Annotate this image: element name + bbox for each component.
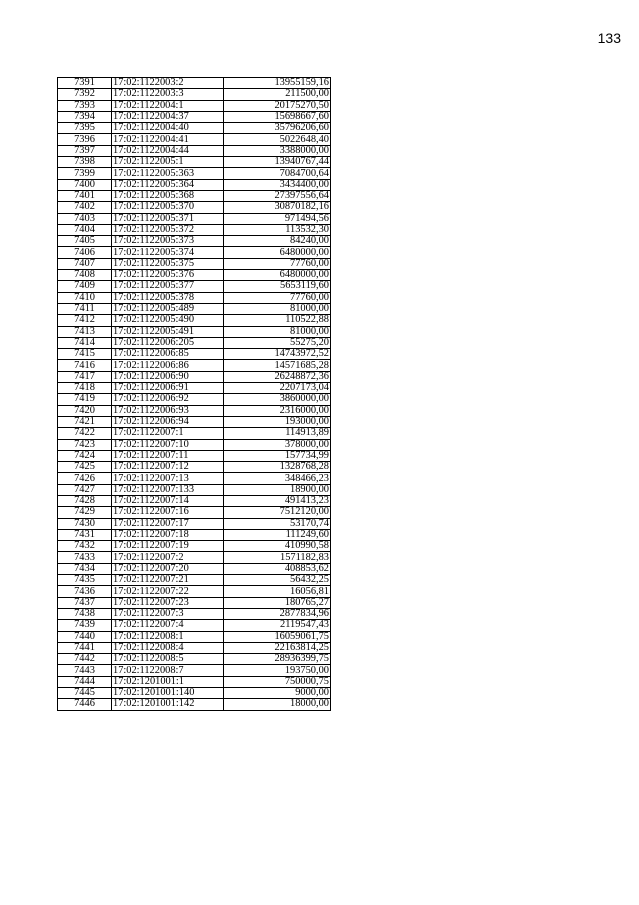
- cadastral-value-cell: 378000,00: [224, 439, 331, 450]
- cadastral-number-cell: 17:02:1122008:7: [112, 665, 224, 676]
- table-row: [58, 168, 331, 179]
- row-number-cell: 7420: [58, 405, 112, 416]
- row-number-cell: 7411: [58, 303, 112, 314]
- cadastral-number-cell: 17:02:1122005:376: [112, 270, 224, 281]
- row-number-cell: 7401: [58, 190, 112, 201]
- cadastral-number-cell: 17:02:1201001:140: [112, 688, 224, 699]
- cadastral-value-cell: 111249,60: [224, 529, 331, 540]
- row-number-cell: 7423: [58, 439, 112, 450]
- cadastral-value-cell: 13940767,44: [224, 157, 331, 168]
- cadastral-number-cell: 17:02:1122005:371: [112, 213, 224, 224]
- row-number-cell: 7398: [58, 157, 112, 168]
- table-row: [58, 89, 331, 100]
- cadastral-number-cell: 17:02:1122005:1: [112, 157, 224, 168]
- row-number-cell: 7395: [58, 123, 112, 134]
- cadastral-value-cell: 14571685,28: [224, 360, 331, 371]
- cadastral-value-cell: 3860000,00: [224, 394, 331, 405]
- cadastral-value-cell: 193000,00: [224, 416, 331, 427]
- cadastral-number-cell: 17:02:1122007:13: [112, 473, 224, 484]
- cadastral-number-cell: 17:02:1122007:10: [112, 439, 224, 450]
- table-row: [58, 383, 331, 394]
- row-number-cell: 7392: [58, 89, 112, 100]
- table-row: [58, 224, 331, 235]
- table-row: [58, 213, 331, 224]
- row-number-cell: 7405: [58, 236, 112, 247]
- cadastral-value-cell: 2119547,43: [224, 620, 331, 631]
- table-row: [58, 484, 331, 495]
- cadastral-value-cell: 5022648,40: [224, 134, 331, 145]
- row-number-cell: 7430: [58, 518, 112, 529]
- row-number-cell: 7415: [58, 349, 112, 360]
- cadastral-value-cell: 348466,23: [224, 473, 331, 484]
- row-number-cell: 7433: [58, 552, 112, 563]
- table-row: [58, 620, 331, 631]
- table-row: [58, 586, 331, 597]
- cadastral-number-cell: 17:02:1122005:491: [112, 326, 224, 337]
- cadastral-value-cell: 5653119,60: [224, 281, 331, 292]
- cadastral-value-cell: 211500,00: [224, 89, 331, 100]
- table-row: [58, 292, 331, 303]
- cadastral-value-cell: 3388000,00: [224, 145, 331, 156]
- cadastral-number-cell: 17:02:1122004:1: [112, 100, 224, 111]
- table-row: [58, 473, 331, 484]
- cadastral-value-cell: 1571182,83: [224, 552, 331, 563]
- cadastral-value-cell: 2316000,00: [224, 405, 331, 416]
- page-number: 133: [597, 30, 621, 46]
- row-number-cell: 7399: [58, 168, 112, 179]
- table-row: [58, 236, 331, 247]
- cadastral-value-cell: 84240,00: [224, 236, 331, 247]
- row-number-cell: 7440: [58, 631, 112, 642]
- cadastral-value-cell: 26248872,36: [224, 371, 331, 382]
- table-row: [58, 529, 331, 540]
- cadastral-number-cell: 17:02:1122006:205: [112, 337, 224, 348]
- cadastral-value-table: [57, 77, 331, 711]
- cadastral-value-cell: 7512120,00: [224, 507, 331, 518]
- cadastral-value-cell: 22163814,25: [224, 642, 331, 653]
- cadastral-value-cell: 16059061,75: [224, 631, 331, 642]
- cadastral-number-cell: 17:02:1122003:3: [112, 89, 224, 100]
- cadastral-value-cell: 408853,62: [224, 563, 331, 574]
- table-row: [58, 349, 331, 360]
- cadastral-number-cell: 17:02:1122007:11: [112, 450, 224, 461]
- row-number-cell: 7442: [58, 654, 112, 665]
- cadastral-number-cell: 17:02:1122003:2: [112, 78, 224, 89]
- row-number-cell: 7393: [58, 100, 112, 111]
- cadastral-value-cell: 1328768,28: [224, 462, 331, 473]
- cadastral-number-cell: 17:02:1122007:17: [112, 518, 224, 529]
- table-row: [58, 575, 331, 586]
- cadastral-value-cell: 157734,99: [224, 450, 331, 461]
- table-row: [58, 688, 331, 699]
- row-number-cell: 7424: [58, 450, 112, 461]
- table-row: [58, 462, 331, 473]
- cadastral-value-cell: 110522,88: [224, 315, 331, 326]
- cadastral-value-cell: 55275,20: [224, 337, 331, 348]
- cadastral-number-cell: 17:02:1201001:142: [112, 699, 224, 710]
- table-row: [58, 157, 331, 168]
- table-row: [58, 394, 331, 405]
- cadastral-number-cell: 17:02:1122004:37: [112, 111, 224, 122]
- cadastral-value-cell: 35796206,60: [224, 123, 331, 134]
- row-number-cell: 7434: [58, 563, 112, 574]
- cadastral-number-cell: 17:02:1122006:90: [112, 371, 224, 382]
- cadastral-number-cell: 17:02:1122007:22: [112, 586, 224, 597]
- table-row: [58, 552, 331, 563]
- table-row: [58, 428, 331, 439]
- cadastral-number-cell: 17:02:1122004:40: [112, 123, 224, 134]
- cadastral-number-cell: 17:02:1122006:85: [112, 349, 224, 360]
- cadastral-number-cell: 17:02:1122007:14: [112, 495, 224, 506]
- row-number-cell: 7437: [58, 597, 112, 608]
- row-number-cell: 7396: [58, 134, 112, 145]
- cadastral-number-cell: 17:02:1122007:18: [112, 529, 224, 540]
- cadastral-number-cell: 17:02:1122007:23: [112, 597, 224, 608]
- row-number-cell: 7394: [58, 111, 112, 122]
- row-number-cell: 7410: [58, 292, 112, 303]
- row-number-cell: 7418: [58, 383, 112, 394]
- cadastral-number-cell: 17:02:1122006:93: [112, 405, 224, 416]
- cadastral-value-cell: 971494,56: [224, 213, 331, 224]
- table-row: [58, 190, 331, 201]
- row-number-cell: 7412: [58, 315, 112, 326]
- cadastral-number-cell: 17:02:1122006:92: [112, 394, 224, 405]
- row-number-cell: 7421: [58, 416, 112, 427]
- cadastral-value-cell: 77760,00: [224, 292, 331, 303]
- table-row: [58, 405, 331, 416]
- cadastral-value-cell: 7084700,64: [224, 168, 331, 179]
- cadastral-value-cell: 6480000,00: [224, 270, 331, 281]
- table-row: [58, 270, 331, 281]
- table-row: [58, 495, 331, 506]
- table-row: [58, 326, 331, 337]
- row-number-cell: 7402: [58, 202, 112, 213]
- row-number-cell: 7436: [58, 586, 112, 597]
- row-number-cell: 7435: [58, 575, 112, 586]
- cadastral-value-cell: 193750,00: [224, 665, 331, 676]
- cadastral-value-cell: 77760,00: [224, 258, 331, 269]
- row-number-cell: 7445: [58, 688, 112, 699]
- row-number-cell: 7406: [58, 247, 112, 258]
- cadastral-number-cell: 17:02:1122005:370: [112, 202, 224, 213]
- cadastral-value-cell: 30870182,16: [224, 202, 331, 213]
- cadastral-value-cell: 2877834,96: [224, 608, 331, 619]
- table-row: [58, 416, 331, 427]
- cadastral-value-cell: 410990,58: [224, 541, 331, 552]
- cadastral-number-cell: 17:02:1122007:12: [112, 462, 224, 473]
- cadastral-value-cell: 750000,75: [224, 676, 331, 687]
- row-number-cell: 7407: [58, 258, 112, 269]
- cadastral-value-cell: 81000,00: [224, 326, 331, 337]
- cadastral-value-cell: 18000,00: [224, 699, 331, 710]
- table-row: [58, 303, 331, 314]
- row-number-cell: 7400: [58, 179, 112, 190]
- table-row: [58, 699, 331, 710]
- row-number-cell: 7439: [58, 620, 112, 631]
- cadastral-number-cell: 17:02:1122004:44: [112, 145, 224, 156]
- table-row: [58, 78, 331, 89]
- row-number-cell: 7414: [58, 337, 112, 348]
- cadastral-number-cell: 17:02:1122005:378: [112, 292, 224, 303]
- table-row: [58, 337, 331, 348]
- cadastral-value-cell: 180765,27: [224, 597, 331, 608]
- cadastral-number-cell: 17:02:1122007:1: [112, 428, 224, 439]
- cadastral-number-cell: 17:02:1122008:4: [112, 642, 224, 653]
- row-number-cell: 7419: [58, 394, 112, 405]
- cadastral-number-cell: 17:02:1122005:490: [112, 315, 224, 326]
- row-number-cell: 7404: [58, 224, 112, 235]
- table-row: [58, 450, 331, 461]
- cadastral-value-cell: 16056,81: [224, 586, 331, 597]
- cadastral-number-cell: 17:02:1122005:372: [112, 224, 224, 235]
- row-number-cell: 7446: [58, 699, 112, 710]
- cadastral-value-cell: 9000,00: [224, 688, 331, 699]
- row-number-cell: 7397: [58, 145, 112, 156]
- table-row: [58, 654, 331, 665]
- row-number-cell: 7403: [58, 213, 112, 224]
- cadastral-value-cell: 81000,00: [224, 303, 331, 314]
- cadastral-value-cell: 113532,30: [224, 224, 331, 235]
- table-row: [58, 123, 331, 134]
- row-number-cell: 7425: [58, 462, 112, 473]
- row-number-cell: 7432: [58, 541, 112, 552]
- cadastral-value-cell: 491413,23: [224, 495, 331, 506]
- row-number-cell: 7431: [58, 529, 112, 540]
- table-row: [58, 642, 331, 653]
- table-row: [58, 111, 331, 122]
- table-row: [58, 145, 331, 156]
- cadastral-number-cell: 17:02:1201001:1: [112, 676, 224, 687]
- cadastral-value-cell: 6480000,00: [224, 247, 331, 258]
- cadastral-value-cell: 13955159,16: [224, 78, 331, 89]
- cadastral-number-cell: 17:02:1122005:375: [112, 258, 224, 269]
- table-row: [58, 100, 331, 111]
- cadastral-value-cell: 56432,25: [224, 575, 331, 586]
- row-number-cell: 7429: [58, 507, 112, 518]
- cadastral-number-cell: 17:02:1122008:5: [112, 654, 224, 665]
- table-body: [58, 78, 331, 711]
- cadastral-number-cell: 17:02:1122005:374: [112, 247, 224, 258]
- table-row: [58, 371, 331, 382]
- cadastral-number-cell: 17:02:1122007:21: [112, 575, 224, 586]
- cadastral-value-cell: 2207173,04: [224, 383, 331, 394]
- cadastral-number-cell: 17:02:1122007:3: [112, 608, 224, 619]
- cadastral-number-cell: 17:02:1122005:368: [112, 190, 224, 201]
- row-number-cell: 7427: [58, 484, 112, 495]
- row-number-cell: 7413: [58, 326, 112, 337]
- row-number-cell: 7444: [58, 676, 112, 687]
- table-row: [58, 202, 331, 213]
- row-number-cell: 7422: [58, 428, 112, 439]
- table-row: [58, 518, 331, 529]
- cadastral-number-cell: 17:02:1122006:91: [112, 383, 224, 394]
- cadastral-value-cell: 15698667,60: [224, 111, 331, 122]
- row-number-cell: 7441: [58, 642, 112, 653]
- table-row: [58, 597, 331, 608]
- cadastral-number-cell: 17:02:1122007:19: [112, 541, 224, 552]
- cadastral-number-cell: 17:02:1122006:86: [112, 360, 224, 371]
- table-row: [58, 665, 331, 676]
- cadastral-number-cell: 17:02:1122007:4: [112, 620, 224, 631]
- cadastral-number-cell: 17:02:1122005:363: [112, 168, 224, 179]
- table-row: [58, 360, 331, 371]
- cadastral-number-cell: 17:02:1122007:133: [112, 484, 224, 495]
- cadastral-number-cell: 17:02:1122005:373: [112, 236, 224, 247]
- cadastral-number-cell: 17:02:1122005:377: [112, 281, 224, 292]
- cadastral-value-cell: 114913,89: [224, 428, 331, 439]
- row-number-cell: 7408: [58, 270, 112, 281]
- cadastral-value-cell: 27397556,64: [224, 190, 331, 201]
- row-number-cell: 7391: [58, 78, 112, 89]
- table-row: [58, 247, 331, 258]
- cadastral-value-cell: 20175270,50: [224, 100, 331, 111]
- row-number-cell: 7417: [58, 371, 112, 382]
- cadastral-number-cell: 17:02:1122005:489: [112, 303, 224, 314]
- cadastral-number-cell: 17:02:1122005:364: [112, 179, 224, 190]
- row-number-cell: 7443: [58, 665, 112, 676]
- table-row: [58, 281, 331, 292]
- cadastral-value-cell: 18900,00: [224, 484, 331, 495]
- table-row: [58, 315, 331, 326]
- table-row: [58, 631, 331, 642]
- cadastral-value-cell: 28936399,75: [224, 654, 331, 665]
- cadastral-number-cell: 17:02:1122007:20: [112, 563, 224, 574]
- table-row: [58, 608, 331, 619]
- row-number-cell: 7416: [58, 360, 112, 371]
- cadastral-value-cell: 53170,74: [224, 518, 331, 529]
- table-row: [58, 179, 331, 190]
- table-row: [58, 507, 331, 518]
- cadastral-number-cell: 17:02:1122004:41: [112, 134, 224, 145]
- table-row: [58, 541, 331, 552]
- table-row: [58, 258, 331, 269]
- table-row: [58, 439, 331, 450]
- row-number-cell: 7438: [58, 608, 112, 619]
- cadastral-number-cell: 17:02:1122007:2: [112, 552, 224, 563]
- cadastral-value-cell: 14743972,52: [224, 349, 331, 360]
- table-row: [58, 563, 331, 574]
- row-number-cell: 7409: [58, 281, 112, 292]
- cadastral-number-cell: 17:02:1122007:16: [112, 507, 224, 518]
- table-row: [58, 676, 331, 687]
- cadastral-value-cell: 3434400,00: [224, 179, 331, 190]
- cadastral-number-cell: 17:02:1122006:94: [112, 416, 224, 427]
- table-row: [58, 134, 331, 145]
- row-number-cell: 7426: [58, 473, 112, 484]
- cadastral-number-cell: 17:02:1122008:1: [112, 631, 224, 642]
- row-number-cell: 7428: [58, 495, 112, 506]
